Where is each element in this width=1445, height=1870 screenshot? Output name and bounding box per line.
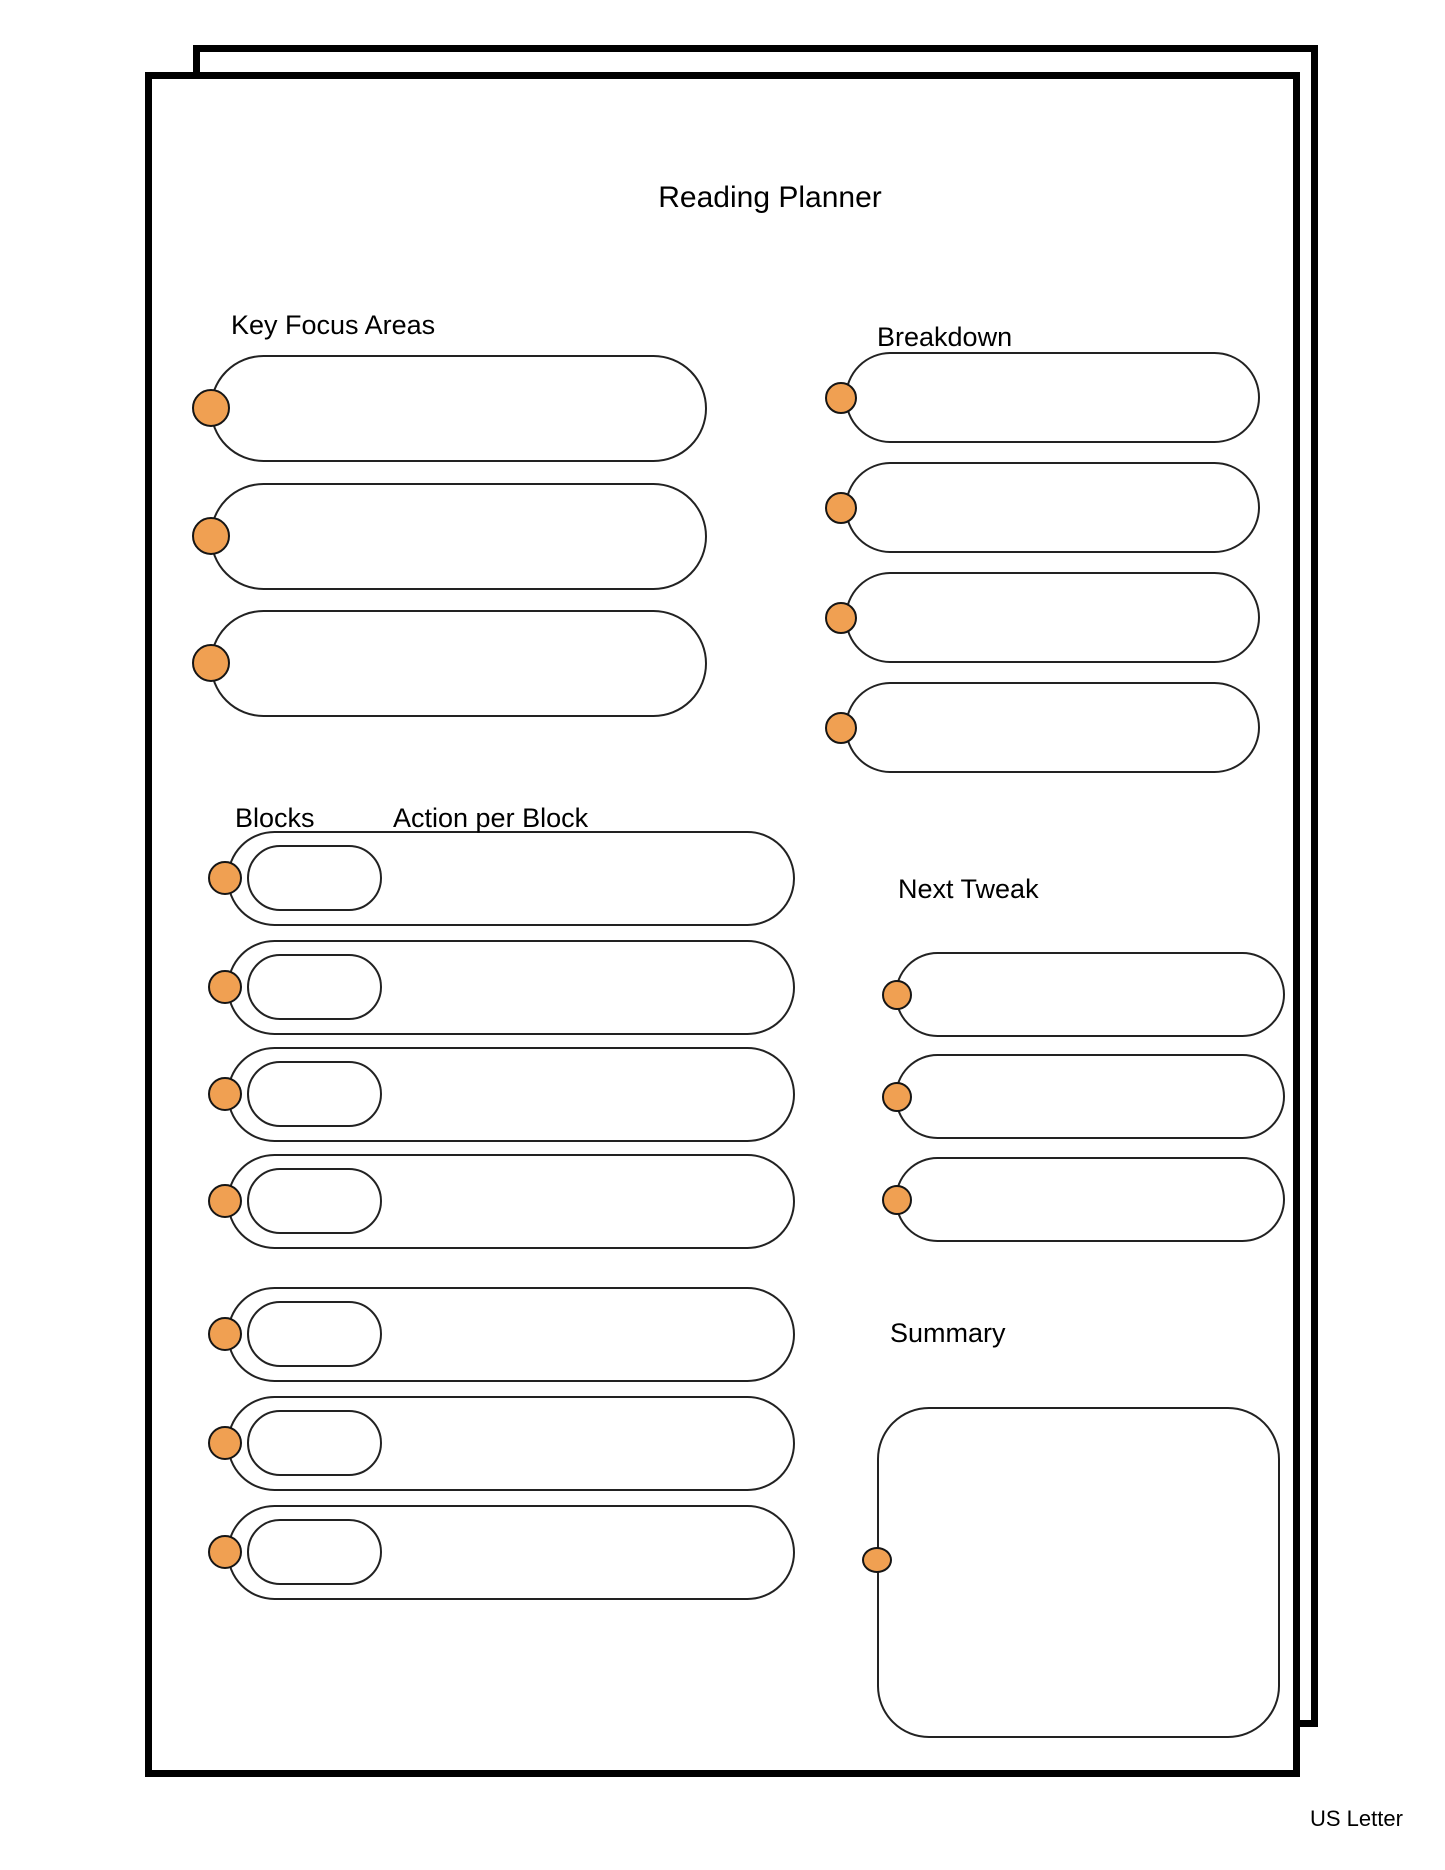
page-title: Reading Planner xyxy=(658,181,882,214)
page-size-label: US Letter xyxy=(1310,1806,1403,1831)
key-focus-field[interactable] xyxy=(210,355,707,462)
block-name-field[interactable] xyxy=(247,845,382,911)
block-name-field[interactable] xyxy=(247,1061,382,1127)
summary-field[interactable] xyxy=(877,1407,1280,1738)
bullet-dot xyxy=(208,970,242,1004)
breakdown-heading: Breakdown xyxy=(877,322,1013,352)
bullet-dot xyxy=(208,1535,242,1569)
bullet-dot xyxy=(192,644,230,682)
bullet-dot xyxy=(882,980,912,1010)
block-name-field[interactable] xyxy=(247,1410,382,1476)
bullet-dot xyxy=(882,1082,912,1112)
bullet-dot xyxy=(208,1317,242,1351)
next-tweak-field[interactable] xyxy=(895,952,1285,1037)
bullet-dot xyxy=(825,712,857,744)
breakdown-field[interactable] xyxy=(845,682,1260,773)
bullet-dot xyxy=(825,602,857,634)
bullet-dot xyxy=(208,1184,242,1218)
breakdown-field[interactable] xyxy=(845,352,1260,443)
bullet-dot xyxy=(208,861,242,895)
blocks-heading: Blocks xyxy=(235,803,315,833)
bullet-dot xyxy=(825,382,857,414)
breakdown-field[interactable] xyxy=(845,462,1260,553)
next-tweak-heading: Next Tweak xyxy=(898,874,1039,904)
next-tweak-field[interactable] xyxy=(895,1157,1285,1242)
key-focus-field[interactable] xyxy=(210,610,707,717)
bullet-dot xyxy=(208,1077,242,1111)
bullet-dot xyxy=(882,1185,912,1215)
breakdown-field[interactable] xyxy=(845,572,1260,663)
bullet-dot xyxy=(208,1426,242,1460)
key-focus-areas-heading: Key Focus Areas xyxy=(231,310,436,340)
bullet-dot xyxy=(192,389,230,427)
key-focus-field[interactable] xyxy=(210,483,707,590)
bullet-dot xyxy=(862,1547,892,1573)
bullet-dot xyxy=(192,517,230,555)
action-per-block-heading: Action per Block xyxy=(393,803,589,833)
block-name-field[interactable] xyxy=(247,954,382,1020)
block-name-field[interactable] xyxy=(247,1519,382,1585)
block-name-field[interactable] xyxy=(247,1168,382,1234)
summary-heading: Summary xyxy=(890,1318,1006,1348)
bullet-dot xyxy=(825,492,857,524)
block-name-field[interactable] xyxy=(247,1301,382,1367)
next-tweak-field[interactable] xyxy=(895,1054,1285,1139)
